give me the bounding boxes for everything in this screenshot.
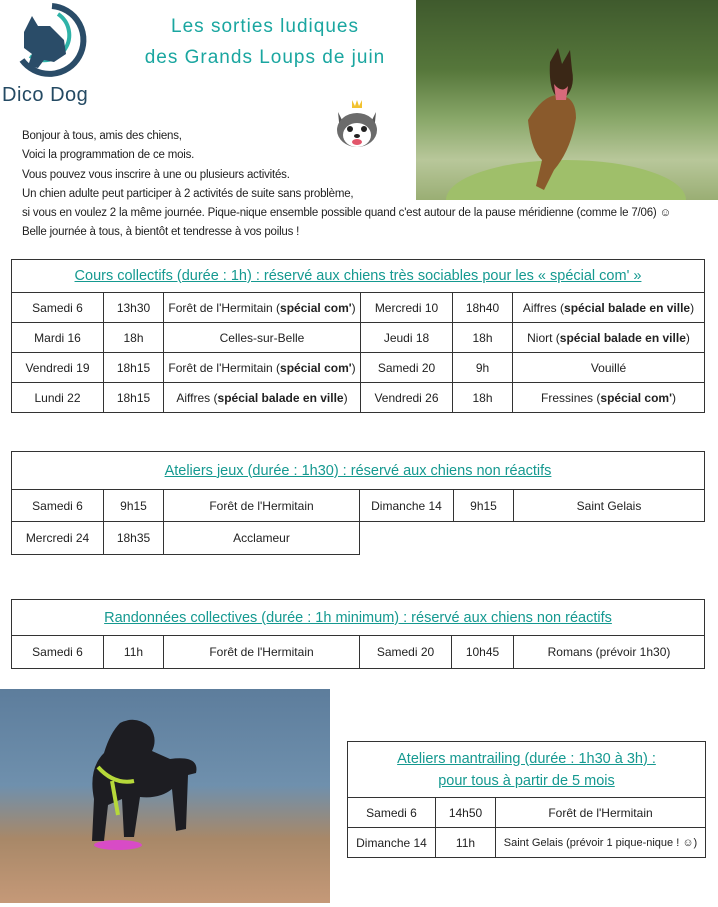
table-row: Mardi 16 18h Celles-sur-Belle Jeudi 18 18h Niort (spécial balade en ville)	[12, 323, 705, 353]
cours-collectifs-table	[11, 259, 705, 413]
mantrailing-heading: Ateliers mantrailing (durée : 1h30 à 3h) : pour tous à partir de 5 mois	[348, 742, 706, 798]
table-row: Samedi 6 9h15 Forêt de l'Hermitain Dimanche 14 9h15 Saint Gelais	[12, 490, 705, 522]
cours-heading: Cours collectifs (durée : 1h) : réservé aux chiens très sociables pour les « spécial com' »	[12, 260, 705, 293]
ateliers-jeux-table	[11, 451, 705, 555]
title-line-2: des Grands Loups de juin	[144, 47, 386, 68]
table-row: Samedi 6 14h50 Forêt de l'Hermitain	[348, 798, 706, 828]
intro-line: Voici la programmation de ce mois.	[22, 149, 195, 162]
intro-line: Bonjour à tous, amis des chiens,	[22, 130, 182, 142]
table-row: Samedi 6 13h30 Forêt de l'Hermitain (spécial com') Mercredi 10 18h40 Aiffres (spécial balade en ville)	[12, 293, 705, 323]
logo	[14, 2, 90, 82]
photo-dog-in-water	[0, 689, 330, 903]
intro-line: si vous en voulez 2 la même journée. Pique-nique ensemble possible quand c'est autour de la pause méridienne (comme le 7/06) ☺	[22, 207, 672, 220]
table-row: Mercredi 24 18h35 Acclameur	[12, 522, 705, 555]
intro-line: Vous pouvez vous inscrire à une ou plusieurs activités.	[22, 168, 290, 181]
table-row: Dimanche 14 11h Saint Gelais (prévoir 1 pique-nique ! ☺)	[348, 828, 706, 858]
table-row: Vendredi 19 18h15 Forêt de l'Hermitain (spécial com') Samedi 20 9h Vouillé	[12, 353, 705, 383]
title-line-1: Les sorties ludiques	[171, 16, 359, 37]
intro-line: Belle journée à tous, à bientôt et tendresse à vos poilus !	[22, 226, 300, 239]
randonnees-table	[11, 599, 705, 669]
brand-name: Dico Dog	[2, 84, 89, 106]
intro-text	[22, 127, 712, 243]
table-row: Lundi 22 18h15 Aiffres (spécial balade en ville) Vendredi 26 18h Fressines (spécial com')	[12, 383, 705, 413]
ateliers-heading: Ateliers jeux (durée : 1h30) : réservé aux chiens non réactifs	[12, 452, 705, 490]
mantrailing-table	[347, 741, 706, 858]
intro-line: Un chien adulte peut participer à 2 activités de suite sans problème,	[22, 187, 354, 200]
dog-logo-icon	[14, 2, 90, 82]
table-row: Samedi 6 11h Forêt de l'Hermitain Samedi 20 10h45 Romans (prévoir 1h30)	[12, 636, 705, 669]
rando-heading: Randonnées collectives (durée : 1h minimum) : réservé aux chiens non réactifs	[12, 600, 705, 636]
